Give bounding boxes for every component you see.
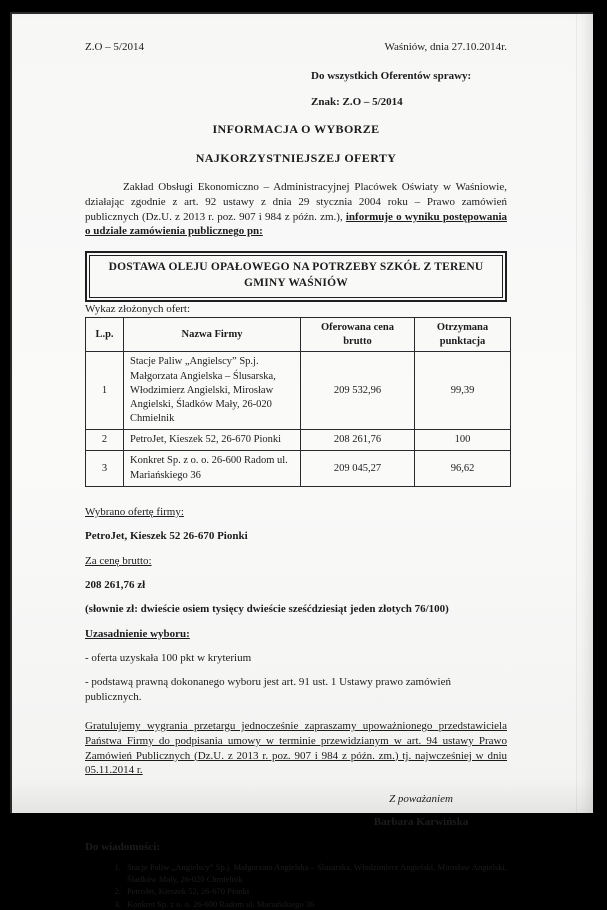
- offers-table-header-row: [86, 318, 511, 352]
- column-header-company: Nazwa Firmy: [124, 318, 301, 352]
- subject-box-title: DOSTAWA OLEJU OPAŁOWEGO NA POTRZEBY SZKÓŁ Z TERENU GMINY WAŚNIÓW: [89, 255, 503, 298]
- document-content: [12, 14, 593, 910]
- selection-section: [85, 505, 507, 705]
- place-and-date: Waśniów, dnia 27.10.2014r.: [384, 41, 507, 53]
- offers-table: [85, 317, 511, 487]
- cell-lp: 2: [86, 430, 124, 451]
- cell-company: PetroJet, Kieszek 52, 26-670 Pionki: [124, 430, 301, 451]
- cell-price: 209 532,96: [301, 352, 415, 430]
- cell-price: 208 261,76: [301, 430, 415, 451]
- chosen-offer-label: Wybrano ofertę firmy:: [85, 505, 184, 518]
- chosen-company-name: PetroJet, Kieszek 52 26-670 Pionki: [85, 530, 248, 543]
- addressee-line: Do wszystkich Oferentów sprawy:: [311, 69, 472, 82]
- offers-list-label: Wykaz złożonych ofert:: [85, 303, 191, 316]
- cell-points: 99,39: [415, 352, 511, 430]
- cell-points: 96,62: [415, 451, 511, 486]
- case-reference: Z.O – 5/2014: [85, 41, 144, 53]
- justification-point-2: - podstawą prawną dokonanego wyboru jest art. 91 ust. 1 Ustawy prawo zamówień publicznych.: [85, 676, 451, 704]
- cell-lp: 1: [86, 352, 124, 430]
- gross-price-value: 208 261,76 zł: [85, 578, 146, 591]
- cc-list-item: 1. Stacje Paliw „Angielscy” Sp.j. Małgorzata Angielska – Ślusarska, Włodzimierz Angielski, Mirosław Angielski, Śladków Mały, 26-020 Chmielnik: [123, 861, 507, 886]
- justification-point-1: - oferta uzyskała 100 pkt w kryterium: [85, 651, 252, 664]
- gross-price-label: Za cenę brutto:: [85, 554, 152, 567]
- document-header-row: [85, 40, 507, 55]
- cc-heading: Do wiadomości:: [85, 840, 160, 853]
- cell-price: 209 045,27: [301, 451, 415, 486]
- table-row: [86, 352, 511, 430]
- cc-list-item: 2. PetroJet, Kieszek 52, 26-670 Pionki: [123, 885, 507, 897]
- signoff-block: [301, 792, 541, 830]
- cell-company: Stacje Paliw „Angielscy” Sp.j. Małgorzata Angielska – Ślusarska, Włodzimierz Angielski, Mirosław Angielski, Śladków Mały, 26-020 Chmielnik: [124, 352, 301, 430]
- price-in-words: (słownie zł: dwieście osiem tysięcy dwieście sześćdziesiąt jeden złotych 76/100): [85, 603, 449, 616]
- intro-body-text: Zakład Obsługi Ekonomiczno – Administracyjnej Placówek Oświaty w Waśniowie, działając zgodnie z art. 92 ustawy z dnia 29 stycznia 2004 roku – Prawo zamówień publicznych (Dz.U. z 2013 r. poz. 907 i 984 z późn. zm.),: [85, 180, 507, 223]
- intro-emphasis-text: informuje o wyniku postępowania o udziale zamówienia publicznego pn:: [85, 210, 507, 238]
- subject-box: [85, 251, 507, 302]
- document-title-line1: INFORMACJA O WYBORZE: [212, 121, 380, 136]
- document-page: [10, 12, 593, 909]
- cc-list: [85, 861, 507, 910]
- column-header-lp: L.p.: [86, 318, 124, 352]
- signature-name: Barbara Karwińska: [373, 816, 469, 829]
- congratulations-paragraph: Gratulujemy wygrania przetargu jednocześnie zapraszamy upoważnionego przedstawiciela Państwa Firmy do podpisania umowy w terminie przewidzianym w art. 94 ustawy Prawo Zamówień Publicznych (Dz.U. z 2013 r. poz. 907 i 984 z późn. zm.) tj. najwcześniej w dniu 05.11.2014 r.: [85, 719, 507, 777]
- cell-points: 100: [415, 430, 511, 451]
- table-row: [86, 451, 511, 486]
- cell-company: Konkret Sp. z o. o. 26-600 Radom ul. Mariańskiego 36: [124, 451, 301, 486]
- document-title-line2: NAJKORZYSTNIEJSZEJ OFERTY: [195, 150, 397, 165]
- closing-phrase: Z poważaniem: [389, 793, 453, 806]
- column-header-points: Otrzymana punktacja: [415, 318, 511, 352]
- intro-paragraph: [85, 180, 507, 239]
- column-header-price: Oferowana cena brutto: [301, 318, 415, 352]
- table-row: [86, 430, 511, 451]
- cc-list-item: 3. Konkret Sp. z o. o. 26-600 Radom ul. Mariańskiego 36: [123, 898, 507, 910]
- addressee-block: [311, 69, 507, 110]
- cell-lp: 3: [86, 451, 124, 486]
- case-mark-line: Znak: Z.O – 5/2014: [311, 95, 403, 108]
- justification-heading: Uzasadnienie wyboru:: [85, 627, 190, 640]
